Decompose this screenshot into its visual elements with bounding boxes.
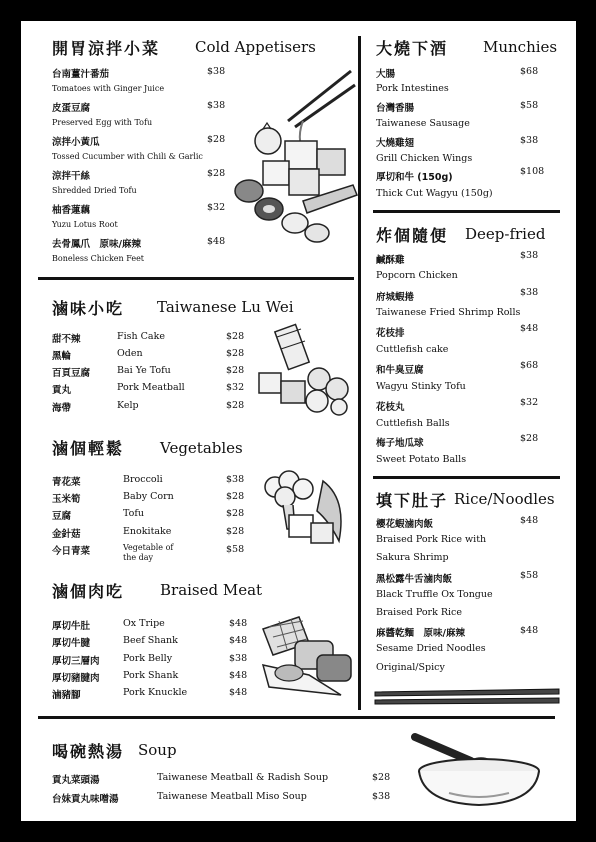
meat-title-zh: 滷個肉吃	[52, 582, 125, 601]
luwei-title-zh: 滷味小吃	[52, 299, 125, 318]
menu-item-zh: 大腸	[376, 69, 396, 80]
menu-item-en: Taiwanese Meatball & Radish Soup	[157, 772, 329, 783]
menu-item-zh: 皮蛋豆腐	[52, 103, 91, 114]
menu-item-en: Taiwanese Sausage	[376, 118, 470, 129]
menu-item-zh: 櫻花蝦滷肉飯	[376, 519, 434, 530]
menu-item-price: $58	[226, 544, 245, 555]
menu-item-zh: 厚切豬腱肉	[52, 673, 100, 684]
menu-item-zh: 花枝排	[376, 328, 405, 339]
menu-item-zh: 金針菇	[52, 529, 81, 540]
menu-item-price: $48	[229, 618, 248, 629]
menu-item-zh: 黑松露牛舌滷肉飯	[376, 574, 453, 585]
menu-item-zh: 去骨鳳爪 原味/麻辣	[52, 239, 141, 250]
menu-item-price: $38	[226, 474, 245, 485]
menu-item-price: $68	[520, 66, 539, 77]
fried-title-en: Deep-fried	[465, 225, 546, 243]
menu-item-price: $32	[226, 382, 245, 393]
menu-item-en: Kelp	[117, 400, 139, 411]
menu-item-price: $48	[207, 236, 226, 247]
soup-title-en: Soup	[138, 741, 177, 759]
menu-item-zh: 厚切三層肉	[52, 656, 100, 667]
menu-item-en: Sakura Shrimp	[376, 552, 449, 563]
menu-item-zh: 台南薑汁番茄	[52, 69, 110, 80]
menu-item-zh: 厚切和牛 (150g)	[376, 172, 453, 183]
menu-item-zh: 大燒雞翅	[376, 138, 415, 149]
menu-item-price: $48	[229, 687, 248, 698]
tofu-egg-illustration	[233, 51, 358, 246]
menu-item-price: $32	[520, 397, 539, 408]
menu-item-en: Pork Shank	[123, 670, 179, 681]
menu-item-en: Sesame Dried Noodles	[376, 643, 486, 654]
menu-item-price: $38	[207, 100, 226, 111]
menu-item-zh: 貢丸菜頭湯	[52, 775, 100, 786]
broccoli-illustration	[253, 471, 355, 553]
menu-item-zh: 涼拌干絲	[52, 171, 91, 182]
menu-item-zh: 柚香蓮藕	[52, 205, 91, 216]
menu-item-price: $48	[520, 323, 539, 334]
menu-item-price: $38	[520, 287, 539, 298]
menu-item-en: Fish Cake	[117, 331, 165, 342]
menu-item-en: Wagyu Stinky Tofu	[376, 381, 466, 392]
luwei-title-en: Taiwanese Lu Wei	[157, 298, 294, 316]
munchies-title-en: Munchies	[483, 38, 558, 56]
menu-item-en: Tomatoes with Ginger Juice	[52, 84, 165, 93]
menu-item-en: Tofu	[123, 508, 144, 519]
menu-item-zh: 鹹酥雞	[376, 255, 405, 266]
rice-title-zh: 填下肚子	[376, 491, 449, 510]
menu-item-zh: 梅子地瓜球	[376, 438, 424, 449]
menu-item-zh: 滷豬腳	[52, 690, 81, 701]
menu-item-en: Pork Intestines	[376, 83, 449, 94]
menu-item-zh: 府城蝦捲	[376, 292, 415, 303]
menu-item-zh: 台灣香腸	[376, 103, 415, 114]
menu-item-price: $38	[229, 653, 248, 664]
menu-item-zh: 厚切牛腱	[52, 638, 91, 649]
chopsticks-illustration	[373, 687, 563, 707]
menu-item-price: $32	[207, 202, 226, 213]
menu-item-en: Original/Spicy	[376, 662, 445, 673]
menu-item-en: Baby Corn	[123, 491, 174, 502]
menu-item-zh: 玉米筍	[52, 494, 81, 505]
luwei-illustration	[257, 323, 355, 415]
section-divider	[373, 476, 560, 479]
menu-item-price: $28	[226, 365, 245, 376]
menu-item-en: Grill Chicken Wings	[376, 153, 473, 164]
menu-item-en: Braised Pork Rice with	[376, 534, 487, 545]
menu-item-zh: 甜不辣	[52, 334, 81, 345]
menu-item-zh: 麻醬乾麵 原味/麻辣	[376, 628, 465, 639]
menu-item-en: Oden	[117, 348, 143, 359]
menu-item-price: $38	[520, 135, 539, 146]
menu-item-price: $28	[226, 331, 245, 342]
menu-item-en: Cuttlefish Balls	[376, 418, 450, 429]
menu-item-zh: 涼拌小黃瓜	[52, 137, 100, 148]
menu-item-en: the day	[123, 553, 154, 562]
menu-item-en: Taiwanese Fried Shrimp Rolls	[376, 307, 521, 318]
menu-item-zh: 和牛臭豆腐	[376, 365, 424, 376]
menu-item-zh: 百頁豆腐	[52, 368, 91, 379]
meat-title-en: Braised Meat	[160, 581, 263, 599]
menu-item-price: $68	[520, 360, 539, 371]
menu-item-zh: 花枝丸	[376, 402, 405, 413]
menu-item-zh: 青花菜	[52, 477, 81, 488]
menu-item-en: Braised Pork Rice	[376, 607, 463, 618]
menu-item-price: $38	[372, 791, 391, 802]
menu-item-en: Thick Cut Wagyu (150g)	[376, 188, 493, 199]
menu-item-zh: 今日青菜	[52, 546, 91, 557]
menu-item-en: Shredded Dried Tofu	[52, 186, 137, 195]
menu-item-price: $108	[520, 166, 545, 177]
menu-item-en: Cuttlefish cake	[376, 344, 449, 355]
menu-item-zh: 豆腐	[52, 511, 72, 522]
menu-item-zh: 厚切牛肚	[52, 621, 91, 632]
menu-item-en: Sweet Potato Balls	[376, 454, 467, 465]
menu-item-en: Taiwanese Meatball Miso Soup	[157, 791, 307, 802]
menu-item-zh: 台妹貢丸味噌湯	[52, 794, 119, 805]
cold-title-zh: 開胃涼拌小菜	[52, 39, 161, 58]
menu-item-price: $28	[226, 400, 245, 411]
menu-item-en: Beef Shank	[123, 635, 178, 646]
menu-item-en: Ox Tripe	[123, 618, 165, 629]
menu-item-en: Tossed Cucumber with Chili & Garlic	[52, 152, 203, 161]
menu-item-en: Pork Belly	[123, 653, 173, 664]
menu-item-price: $48	[229, 670, 248, 681]
menu-item-price: $28	[226, 526, 245, 537]
menu-item-en: Boneless Chicken Feet	[52, 254, 145, 263]
menu-item-en: Pork Meatball	[117, 382, 185, 393]
menu-item-en: Bai Ye Tofu	[117, 365, 171, 376]
veg-title-en: Vegetables	[160, 439, 243, 457]
menu-item-en: Preserved Egg with Tofu	[52, 118, 153, 127]
menu-item-price: $28	[207, 168, 226, 179]
menu-item-price: $48	[520, 625, 539, 636]
menu-item-price: $28	[372, 772, 391, 783]
menu-item-price: $28	[520, 433, 539, 444]
menu-item-en: Black Truffle Ox Tongue	[376, 589, 493, 600]
veg-title-zh: 滷個輕鬆	[52, 439, 125, 458]
section-divider	[38, 716, 555, 719]
menu-item-en: Yuzu Lotus Root	[52, 220, 118, 229]
section-divider	[373, 210, 560, 213]
menu-item-en: Broccoli	[123, 474, 163, 485]
fried-title-zh: 炸個隨便	[376, 226, 449, 245]
braised-meat-illustration	[259, 615, 355, 697]
menu-item-en: Vegetable of	[123, 543, 174, 552]
menu-item-price: $38	[520, 250, 539, 261]
menu-item-price: $48	[520, 515, 539, 526]
menu-item-price: $58	[520, 570, 539, 581]
soup-bowl-illustration	[409, 731, 544, 811]
menu-item-price: $28	[226, 348, 245, 359]
menu-item-price: $28	[226, 508, 245, 519]
menu-item-price: $48	[229, 635, 248, 646]
rice-title-en: Rice/Noodles	[454, 490, 555, 508]
menu-item-zh: 貢丸	[52, 385, 72, 396]
section-divider	[38, 277, 354, 280]
menu-item-zh: 海帶	[52, 403, 72, 414]
vertical-divider	[358, 36, 361, 710]
menu-item-price: $28	[226, 491, 245, 502]
menu-item-price: $58	[520, 100, 539, 111]
munchies-title-zh: 大燒下酒	[376, 39, 449, 58]
menu-item-en: Popcorn Chicken	[376, 270, 458, 281]
menu-item-price: $38	[207, 66, 226, 77]
cold-title-en: Cold Appetisers	[195, 38, 316, 56]
menu-page	[21, 21, 576, 821]
menu-item-price: $28	[207, 134, 226, 145]
soup-title-zh: 喝碗熱湯	[52, 742, 125, 761]
menu-item-en: Enokitake	[123, 526, 172, 537]
menu-item-zh: 黑輪	[52, 351, 72, 362]
menu-item-en: Pork Knuckle	[123, 687, 188, 698]
